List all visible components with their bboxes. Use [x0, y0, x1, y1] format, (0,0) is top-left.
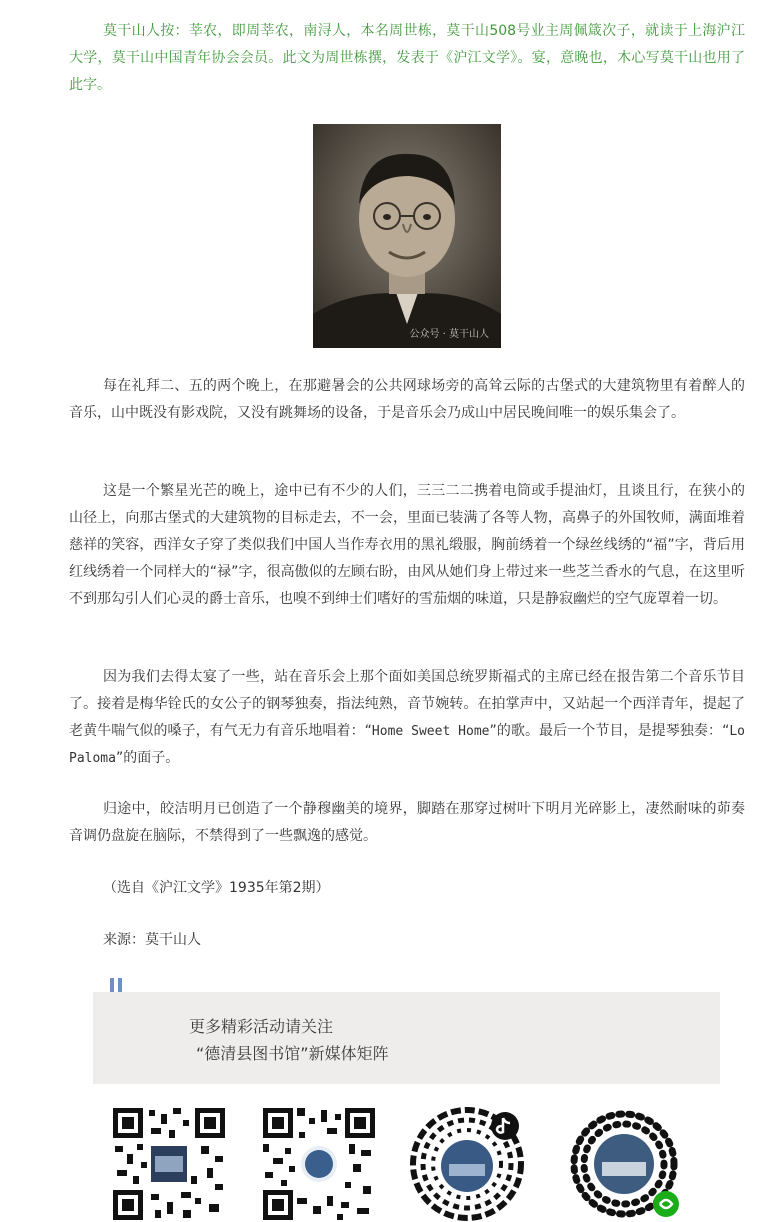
qr-code-1[interactable] — [111, 1106, 227, 1222]
paragraph-3-part-c: ”的面子。 — [115, 750, 180, 766]
banner-line-1: 更多精彩活动请关注 — [189, 1017, 334, 1036]
paragraph-3-part-a: 因为我们去得太宴了一些，站在音乐会上那个面如美国总统罗斯福式的主席已经在报告第二个音乐节目了。接着是梅华铨氏的女公子的钢琴独奏，指法纯熟，音节婉转。在拍掌声中，又站起一个西洋青年，提起了老黄牛喘气似的嗓子，有气无力有音乐地唱着：“ — [69, 669, 745, 739]
portrait-image — [313, 124, 501, 348]
paragraph-2: 这是一个繁星光芒的晚上，途中已有不少的人们，三三二二携着电筒或手提油灯，且谈且行，在狭小的山径上，向那古堡式的大建筑物的目标走去，不一会，里面已装满了各等人物，高鼻子的外国牧师，满面堆着慈祥的笑容，西洋女子穿了类似我们中国人当作寿衣用的黑礼缎服，胸前绣着一个绿丝线绣的“福”字，背后用红线绣着一个同样大的“禄”字，很高傲似的左顾右盼，由风从她们身上带过来一些芝兰香水的气息，在这里听不到那勾引人们心灵的爵士音乐，也嗅不到绅士们嗜好的雪茄烟的味道，只是静寂幽烂的空气庞罩着一切。 — [69, 483, 745, 607]
qr-code-3[interactable] — [409, 1106, 525, 1222]
follow-banner — [93, 992, 720, 1084]
paragraph-3 — [69, 664, 745, 772]
photo-watermark: 公众号 · 莫干山人 — [409, 329, 489, 340]
editor-note: 莫干山人按：莘农，即周莘农，南浔人，本名周世栋，莫干山508号业主周佩箴次子，就读于上海沪江大学，莫干山中国青年协会会员。此文为周世栋撰，发表于《沪江文学》。宴，意晚也，木心写莫干山也用了此字。 — [69, 23, 745, 93]
paragraph-4: 归途中，皎洁明月已创造了一个静穆幽美的境界，脚踏在那穿过树叶下明月光碎影上，凄然耐味的茆奏音调仍盘旋在脑际，不禁得到了一些飘逸的感觉。 — [69, 801, 745, 844]
song-title: Home Sweet Home — [371, 724, 490, 739]
portrait-photo — [313, 124, 501, 348]
paragraph-1: 每在礼拜二、五的两个晚上，在那避暑会的公共网球场旁的高耸云际的古堡式的大建筑物里有着醉人的音乐，山中既没有影戏院，又没有跳舞场的设备，于是音乐会乃成山中居民晚间唯一的娱乐集会了。 — [69, 378, 745, 421]
paragraph-3-part-b: ”的歌。最后一个节目，是提琴独奏：“ — [489, 723, 730, 739]
source-credit: 来源：莫干山人 — [103, 932, 201, 948]
source-citation: （选自《沪江文学》1935年第2期） — [103, 880, 330, 896]
qr-code-2[interactable] — [261, 1106, 377, 1222]
violin-piece-title: Lo Paloma — [69, 724, 745, 766]
qr-code-icon — [111, 1106, 227, 1222]
qr-code-icon — [261, 1106, 377, 1222]
qr-code-4[interactable] — [566, 1106, 682, 1222]
mini-program-qr-icon — [566, 1106, 682, 1222]
banner-line-2: “德清县图书馆”新媒体矩阵 — [196, 1044, 389, 1063]
tiktok-qr-icon — [409, 1106, 525, 1222]
